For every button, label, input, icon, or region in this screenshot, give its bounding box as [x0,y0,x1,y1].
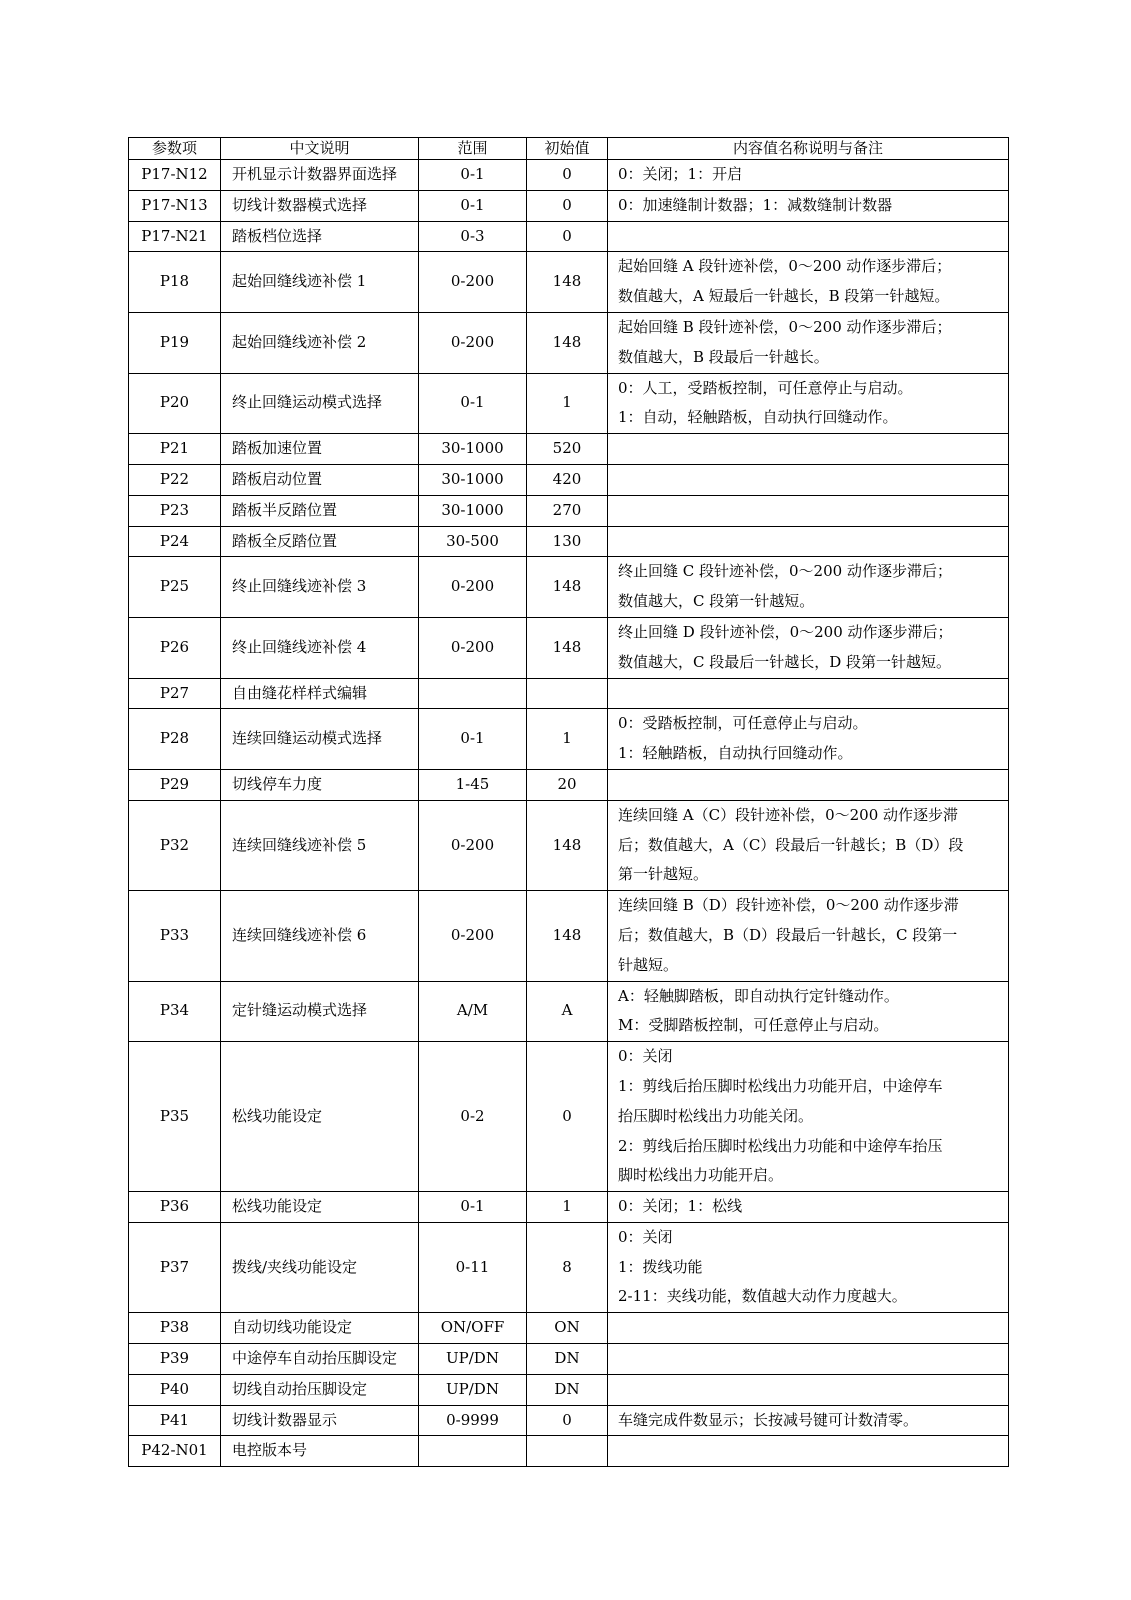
param-initial-value-cell: 8 [527,1222,608,1312]
param-notes-cell [608,434,1009,465]
note-line: 起始回缝 B 段针迹补偿，0～200 动作逐步滞后； [618,317,952,336]
note-line: 2：剪线后抬压脚时松线出力功能和中途停车抬压 [618,1136,943,1155]
param-range-cell: 0-1 [419,160,527,191]
param-range-cell [419,678,527,709]
param-notes-cell [608,709,1009,770]
param-range-cell: 0-3 [419,221,527,252]
param-initial-value-cell: 130 [527,526,608,557]
note-line: 第一针越短。 [618,865,709,884]
param-range-cell: 0-200 [419,891,527,981]
param-description-cell: 踏板加速位置 [221,434,419,465]
note-line: 连续回缝 B（D）段针迹补偿，0～200 动作逐步滞 [618,896,959,915]
param-initial-value-cell: ON [527,1313,608,1344]
param-initial-value-cell: 20 [527,769,608,800]
table-row [129,464,1009,495]
param-description-cell: 切线停车力度 [221,769,419,800]
param-notes-cell [608,1374,1009,1405]
param-notes-cell [608,800,1009,890]
param-description-cell: 电控版本号 [221,1436,419,1467]
table-row [129,434,1009,465]
param-initial-value-cell: DN [527,1374,608,1405]
table-row [129,1405,1009,1436]
param-description-cell: 连续回缝线迹补偿 5 [221,800,419,890]
param-description-cell: 踏板全反踏位置 [221,526,419,557]
param-id-cell: P18 [129,252,221,313]
param-range-cell: 0-1 [419,190,527,221]
param-notes-cell [608,312,1009,373]
table-row [129,526,1009,557]
param-description-cell: 开机显示计数器界面选择 [221,160,419,191]
param-range-cell: ON/OFF [419,1313,527,1344]
param-description-cell: 起始回缝线迹补偿 1 [221,252,419,313]
param-description-cell: 终止回缝线迹补偿 4 [221,617,419,678]
param-id-cell: P19 [129,312,221,373]
param-id-cell: P36 [129,1192,221,1223]
header-initial-value: 初始值 [527,138,608,160]
param-description-cell: 松线功能设定 [221,1042,419,1192]
note-line: 后；数值越大，B（D）段最后一针越长，C 段第一 [618,925,958,944]
note-line: 终止回缝 C 段针迹补偿，0～200 动作逐步滞后； [618,562,952,581]
param-notes-cell [608,617,1009,678]
param-description-cell: 自动切线功能设定 [221,1313,419,1344]
param-description-cell: 切线计数器模式选择 [221,190,419,221]
note-line: 数值越大，A 短最后一针越长，B 段第一针越短。 [618,287,950,306]
param-description-cell: 自由缝花样样式编辑 [221,678,419,709]
table-row [129,1222,1009,1312]
table-row [129,678,1009,709]
param-id-cell: P39 [129,1344,221,1375]
note-line: 数值越大，C 段最后一针越长，D 段第一针越短。 [618,652,952,671]
table-row [129,709,1009,770]
table-row [129,1374,1009,1405]
param-range-cell: 30-1000 [419,464,527,495]
param-range-cell: 0-200 [419,617,527,678]
param-id-cell: P17-N13 [129,190,221,221]
param-range-cell: UP/DN [419,1374,527,1405]
param-range-cell: 0-200 [419,252,527,313]
param-notes-cell [608,981,1009,1042]
param-range-cell: 30-500 [419,526,527,557]
param-description-cell: 拨线/夹线功能设定 [221,1222,419,1312]
note-line: 2-11：夹线功能，数值越大动作力度越大。 [618,1287,907,1306]
table-row [129,1436,1009,1467]
param-description-cell: 连续回缝线迹补偿 6 [221,891,419,981]
param-initial-value-cell: 148 [527,557,608,618]
param-notes-cell [608,252,1009,313]
param-range-cell: 0-1 [419,373,527,434]
table-row [129,769,1009,800]
param-initial-value-cell: 420 [527,464,608,495]
param-id-cell: P32 [129,800,221,890]
table-row [129,373,1009,434]
note-line: 数值越大，B 段最后一针越长。 [618,347,829,366]
parameter-table [128,137,1009,1467]
table-row [129,495,1009,526]
param-notes-cell [608,526,1009,557]
note-line: 脚时松线出力功能开启。 [618,1166,784,1185]
param-initial-value-cell: 0 [527,1042,608,1192]
param-id-cell: P27 [129,678,221,709]
param-description-cell: 踏板档位选择 [221,221,419,252]
param-range-cell: 0-11 [419,1222,527,1312]
param-id-cell: P21 [129,434,221,465]
param-id-cell: P41 [129,1405,221,1436]
param-initial-value-cell: 520 [527,434,608,465]
param-id-cell: P22 [129,464,221,495]
param-notes-cell [608,1313,1009,1344]
note-line: 1：拨线功能 [618,1257,703,1276]
param-initial-value-cell: 148 [527,891,608,981]
param-initial-value-cell: 1 [527,709,608,770]
param-initial-value-cell: 1 [527,1192,608,1223]
param-initial-value-cell: 148 [527,800,608,890]
param-id-cell: P23 [129,495,221,526]
param-range-cell: 30-1000 [419,495,527,526]
table-header-row [129,138,1009,160]
note-line: M：受脚踏板控制，可任意停止与启动。 [618,1016,889,1035]
note-line: 1：剪线后抬压脚时松线出力功能开启，中途停车 [618,1076,943,1095]
table-row [129,160,1009,191]
param-id-cell: P38 [129,1313,221,1344]
note-line: 0：关闭 [618,1227,673,1246]
param-notes-cell [608,769,1009,800]
param-notes-cell [608,1405,1009,1436]
table-row [129,312,1009,373]
note-line: 0：人工，受踏板控制，可任意停止与启动。 [618,378,913,397]
param-id-cell: P26 [129,617,221,678]
param-description-cell: 定针缝运动模式选择 [221,981,419,1042]
param-initial-value-cell: 1 [527,373,608,434]
note-line: 后；数值越大，A（C）段最后一针越长；B（D）段 [618,835,964,854]
param-description-cell: 踏板半反踏位置 [221,495,419,526]
param-description-cell: 连续回缝运动模式选择 [221,709,419,770]
param-id-cell: P29 [129,769,221,800]
note-line: 0：关闭；1：开启 [618,165,743,183]
note-line: 0：受踏板控制，可任意停止与启动。 [618,714,868,733]
header-notes: 内容值名称说明与备注 [608,138,1009,160]
table-row [129,252,1009,313]
table-row [129,557,1009,618]
param-initial-value-cell: 0 [527,221,608,252]
param-id-cell: P37 [129,1222,221,1312]
param-initial-value-cell: 148 [527,252,608,313]
table-row [129,981,1009,1042]
param-initial-value-cell: DN [527,1344,608,1375]
param-initial-value-cell: 148 [527,312,608,373]
note-line: 1：轻触踏板，自动执行回缝动作。 [618,744,853,763]
table-row [129,891,1009,981]
param-range-cell: 0-200 [419,312,527,373]
table-row [129,1042,1009,1192]
param-notes-cell [608,1222,1009,1312]
param-id-cell: P40 [129,1374,221,1405]
param-description-cell: 终止回缝线迹补偿 3 [221,557,419,618]
note-line: A：轻触脚踏板，即自动执行定针缝动作。 [618,986,899,1005]
param-notes-cell [608,678,1009,709]
table-body [129,160,1009,1467]
param-range-cell: 0-2 [419,1042,527,1192]
param-range-cell [419,1436,527,1467]
param-notes-cell [608,1344,1009,1375]
param-range-cell: 30-1000 [419,434,527,465]
param-notes-cell [608,891,1009,981]
param-initial-value-cell: 0 [527,190,608,221]
param-id-cell: P33 [129,891,221,981]
param-range-cell: 0-200 [419,557,527,618]
param-range-cell: 0-200 [419,800,527,890]
param-initial-value-cell [527,678,608,709]
note-line: 0：关闭；1：松线 [618,1197,743,1216]
table-row [129,617,1009,678]
param-initial-value-cell [527,1436,608,1467]
param-notes-cell [608,464,1009,495]
param-id-cell: P17-N12 [129,160,221,191]
param-id-cell: P28 [129,709,221,770]
param-id-cell: P24 [129,526,221,557]
param-range-cell: 1-45 [419,769,527,800]
param-description-cell: 终止回缝运动模式选择 [221,373,419,434]
param-description-cell: 踏板启动位置 [221,464,419,495]
note-line: 起始回缝 A 段针迹补偿，0～200 动作逐步滞后； [618,257,952,276]
param-id-cell: P35 [129,1042,221,1192]
param-notes-cell [608,160,1009,191]
param-notes-cell [608,557,1009,618]
param-range-cell: 0-1 [419,709,527,770]
note-line: 1：自动，轻触踏板，自动执行回缝动作。 [618,408,898,427]
param-range-cell: A/M [419,981,527,1042]
param-description-cell: 中途停车自动抬压脚设定 [221,1344,419,1375]
header-description: 中文说明 [221,138,419,160]
param-notes-cell [608,190,1009,221]
param-id-cell: P42-N01 [129,1436,221,1467]
table-row [129,190,1009,221]
param-notes-cell [608,1436,1009,1467]
param-id-cell: P20 [129,373,221,434]
param-description-cell: 切线自动抬压脚设定 [221,1374,419,1405]
param-id-cell: P25 [129,557,221,618]
note-line: 0：加速缝制计数器；1：减数缝制计数器 [618,195,893,214]
param-initial-value-cell: 148 [527,617,608,678]
param-initial-value-cell: A [527,981,608,1042]
header-range: 范围 [419,138,527,160]
table-row [129,221,1009,252]
param-description-cell: 切线计数器显示 [221,1405,419,1436]
table-row [129,1313,1009,1344]
param-initial-value-cell: 270 [527,495,608,526]
param-id-cell: P17-N21 [129,221,221,252]
note-line: 终止回缝 D 段针迹补偿，0～200 动作逐步滞后； [618,622,953,641]
param-id-cell: P34 [129,981,221,1042]
table-row [129,1192,1009,1223]
param-range-cell: UP/DN [419,1344,527,1375]
param-range-cell: 0-9999 [419,1405,527,1436]
header-param-id: 参数项 [129,138,221,160]
note-line: 数值越大，C 段第一针越短。 [618,592,815,611]
param-notes-cell [608,1192,1009,1223]
table-row [129,800,1009,890]
note-line: 连续回缝 A（C）段针迹补偿，0～200 动作逐步滞 [618,805,959,824]
note-line: 0：关闭 [618,1047,673,1066]
param-range-cell: 0-1 [419,1192,527,1223]
param-description-cell: 起始回缝线迹补偿 2 [221,312,419,373]
note-line: 抬压脚时松线出力功能关闭。 [618,1106,814,1125]
param-notes-cell [608,1042,1009,1192]
param-description-cell: 松线功能设定 [221,1192,419,1223]
param-notes-cell [608,495,1009,526]
table-row [129,1344,1009,1375]
param-notes-cell [608,373,1009,434]
param-notes-cell [608,221,1009,252]
param-initial-value-cell: 0 [527,1405,608,1436]
note-line: 针越短。 [618,955,679,974]
param-initial-value-cell: 0 [527,160,608,191]
note-line: 车缝完成件数显示；长按减号键可计数清零。 [618,1410,919,1429]
